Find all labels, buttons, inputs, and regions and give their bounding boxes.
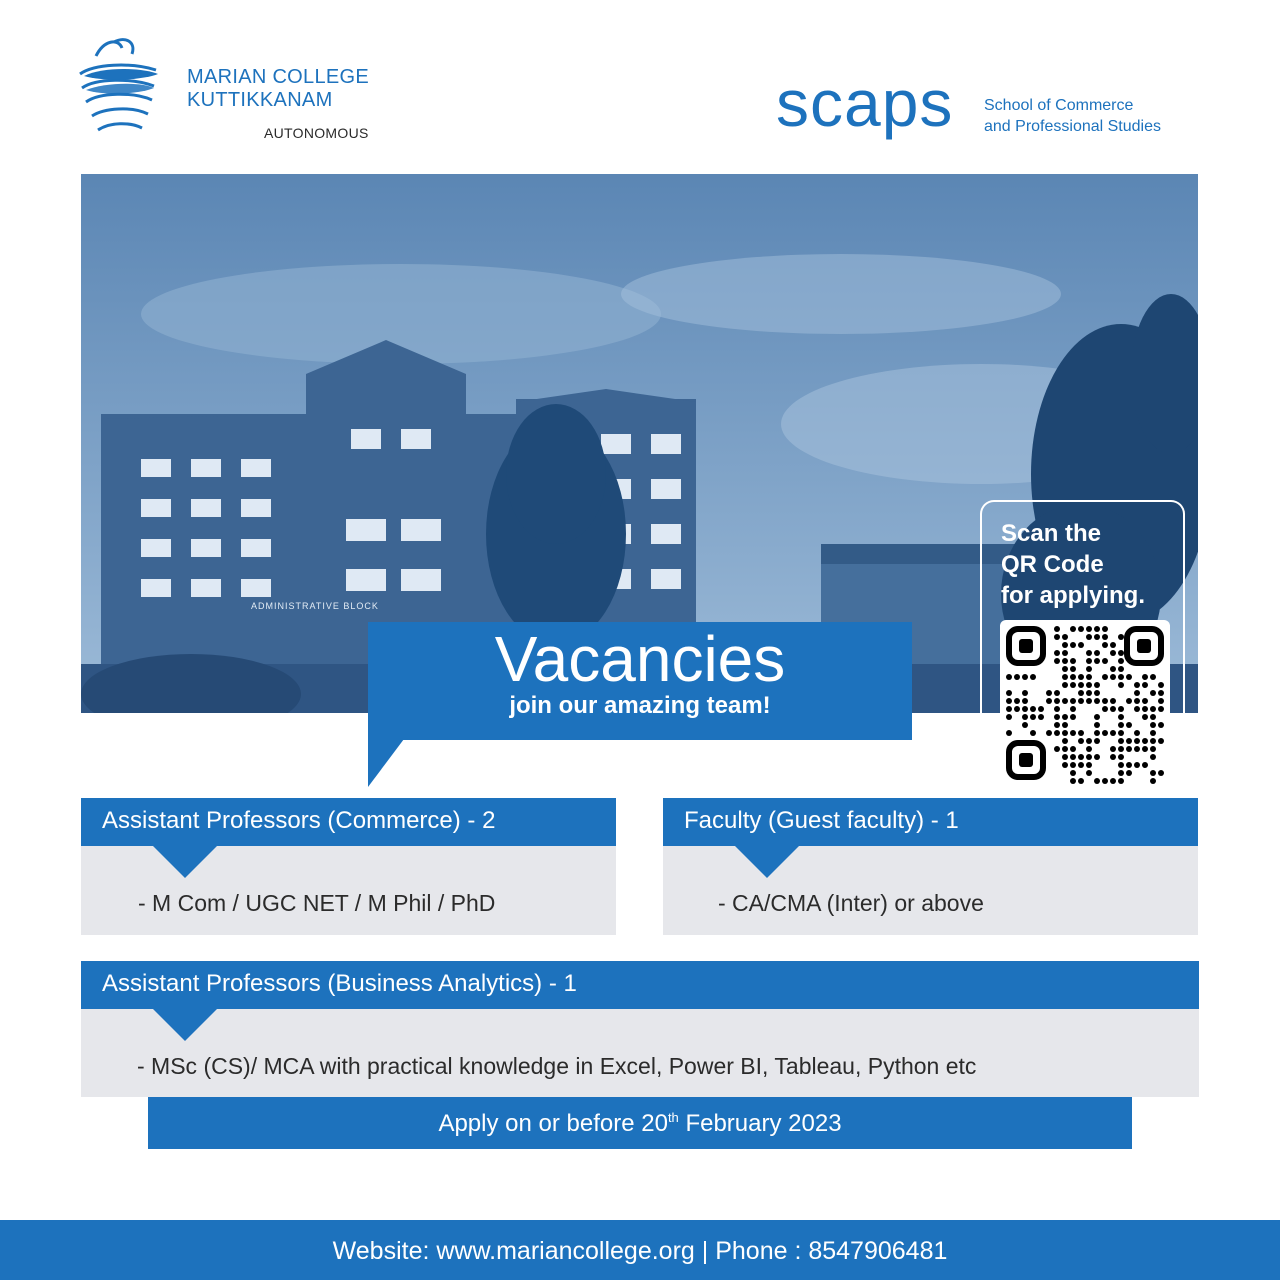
job-title: Assistant Professors (Commerce) - 2 xyxy=(81,798,616,846)
vacancies-banner-tail xyxy=(368,739,404,787)
college-name-line2: KUTTIKKANAM xyxy=(187,89,333,111)
college-status: AUTONOMOUS xyxy=(264,125,369,141)
qr-instructions xyxy=(1001,518,1145,611)
college-name-line1: MARIAN COLLEGE xyxy=(187,66,370,88)
job-card-pointer xyxy=(153,846,217,878)
qr-line2: QR Code xyxy=(1001,551,1104,578)
vacancies-subtitle: join our amazing team! xyxy=(509,692,771,719)
job-requirement: - M Com / UGC NET / M Phil / PhD xyxy=(138,890,496,916)
qr-code-icon[interactable] xyxy=(1000,620,1170,786)
deadline-prefix: Apply on or before 20 xyxy=(438,1110,668,1137)
job-card-pointer xyxy=(153,1009,217,1041)
contact-footer: Website: www.mariancollege.org | Phone : 8547906481 xyxy=(0,1220,1280,1280)
scaps-subtitle-line2: and Professional Studies xyxy=(984,118,1161,135)
college-name xyxy=(187,66,369,112)
job-requirement: - MSc (CS)/ MCA with practical knowledge in Excel, Power BI, Tableau, Python etc xyxy=(137,1053,977,1079)
scaps-wordmark: scaps xyxy=(776,66,954,140)
scaps-subtitle xyxy=(984,95,1161,137)
building-sign: ADMINISTRATIVE BLOCK xyxy=(251,601,379,611)
qr-line1: Scan the xyxy=(1001,520,1102,547)
job-requirement: - CA/CMA (Inter) or above xyxy=(718,890,984,916)
college-emblem-icon xyxy=(74,36,164,141)
job-card-business-analytics xyxy=(81,1009,1199,1097)
scaps-subtitle-line1: School of Commerce xyxy=(984,97,1134,114)
deadline-suffix: February 2023 xyxy=(678,1110,842,1137)
job-card-pointer xyxy=(735,846,799,878)
qr-line3: for applying. xyxy=(1001,582,1145,609)
job-title: Faculty (Guest faculty) - 1 xyxy=(663,798,1198,846)
deadline-bar xyxy=(148,1097,1132,1149)
job-title: Assistant Professors (Business Analytics) - 1 xyxy=(81,961,1199,1009)
deadline-ordinal: th xyxy=(667,1110,679,1125)
vacancies-title: Vacancies xyxy=(494,623,786,695)
